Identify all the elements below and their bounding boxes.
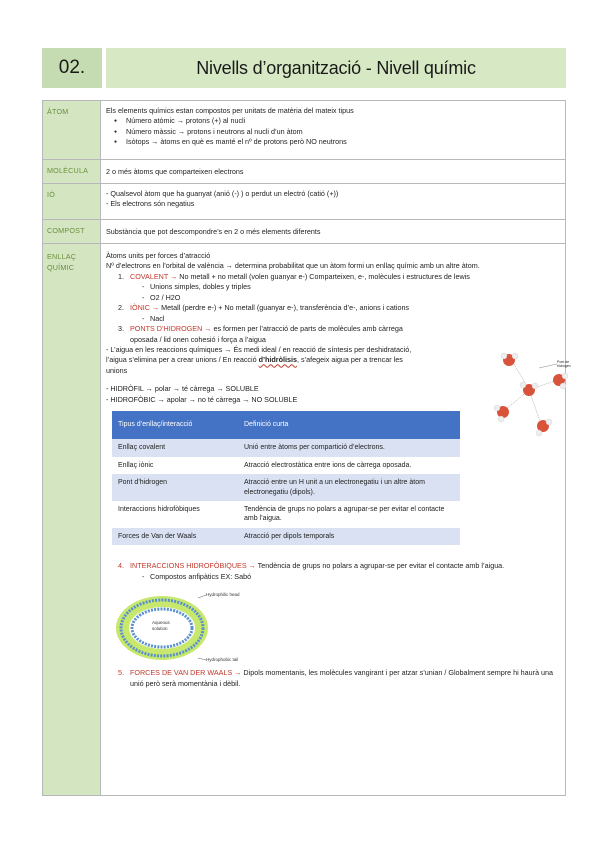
row-label: ÀTOM — [43, 101, 101, 159]
micelle-illustration — [112, 590, 262, 662]
list-item: 3. PONTS D’HIDROGEN → es formen per l’atracció de parts de molècules amb càrrega oposada / lid onen cohesió i força a l’aigua — [118, 324, 403, 344]
water-molecules-diagram — [479, 350, 579, 440]
list-item: - O2 / H2O — [106, 293, 560, 303]
list-item: ● Isòtops → àtoms en què es manté el nº de protons però NO neutrons — [106, 137, 560, 147]
row-compost — [43, 219, 565, 243]
water-label: Pont de hidrogen — [557, 360, 571, 369]
table-row: Pont d’hidrogen Atracció entre un H unit a un electronegatiu i un altre àtom electronegatiu (dipols). — [112, 474, 460, 501]
enllac-intro: Àtoms units per forces d’atracció — [106, 251, 211, 260]
notes-grid — [42, 100, 571, 796]
atom-intro: Els elements químics estan compostos per unitats de matèria del mateix tipus — [106, 106, 354, 115]
row-molecula — [43, 159, 565, 183]
compost-text: Substància que pot descompondre’s en 2 o més elements diferents — [106, 227, 321, 236]
hidrofob-text: - HIDROFÒBIC → apolar → no té càrrega → NO SOLUBLE — [106, 394, 298, 404]
micelle-diagram — [112, 590, 262, 662]
row-label: MOLÈCULA — [43, 160, 101, 183]
list-item: 4. INTERACCIONS HIDROFÒBIQUES → Tendència de grups no polars a agrupar-se per evitar el contacte amb l’aigua. — [118, 561, 505, 571]
table-row: Forces de Van der Waals Atracció per dipols temporals — [112, 528, 460, 545]
water-text: - L’aigua en les reaccions químiques → És medi ideal / en reacció de síntesis per deshidratació, l’aigua s’elimina per a crear unions / En reacció d’hidròlisis, s’afegeix aigua per a trencar les unions — [106, 344, 412, 375]
table-row: Interaccions hidrofòbiques Tendència de grups no polars a agrupar-se per evitar el contacte amb l’aigua. — [112, 501, 460, 528]
row-atom — [43, 101, 565, 159]
io-line: - Qualsevol àtom que ha guanyat (anió (-) ) o perdut un electró (catió (+)) — [106, 189, 339, 198]
row-enllac — [43, 243, 571, 795]
list-item: ● Número màssic → protons i neutrons al nucli d’un àtom — [106, 127, 560, 137]
bond-types-table — [112, 411, 460, 545]
table-header: Definició curta — [238, 411, 460, 439]
tail-label: Hydrophobic tail — [206, 657, 239, 663]
enllac-intro: Nº d’electrons en l’orbital de valència → determina probabilitat que un àtom formi un enllaç químic amb un altre àtom. — [106, 261, 480, 271]
list-item: 5. FORCES DE VAN DER WAALS → Dipols momentanis, les molècules vangirant i per atzar s’unian / Globalment sempre hi haurà una unió però serà momentània i dèbil. — [118, 668, 554, 688]
page-header — [42, 48, 566, 88]
io-line: - Els electrons són negatius — [106, 199, 195, 209]
list-item: - Unions simples, dobles y triples — [106, 282, 560, 292]
section-number: 02. — [42, 48, 102, 88]
table-row: Enllaç iònic Atracció electrostàtica entre ions de càrrega oposada. — [112, 457, 460, 474]
row-label: ENLLAÇ QUÍMIC — [43, 244, 101, 795]
molecula-text: 2 o més àtoms que comparteixen electrons — [106, 167, 244, 176]
page-title: Nivells d’organització - Nivell químic — [106, 48, 566, 88]
table-row: Enllaç covalent Unió entre àtoms per compartició d’electrons. — [112, 439, 460, 456]
hidrofil-text: - HIDRÒFIL → polar → té càrrega → SOLUBLE — [106, 384, 259, 394]
list-item: 2. IÒNIC → Metall (perdre e-) + No metall (guanyar e-), transferència d’e-, anions i cations — [118, 303, 410, 313]
list-item: 1. COVALENT → No metall + no metall (volen guanyar e-) Comparteixen, e-, molècules i estructures de lewis — [118, 271, 470, 281]
list-item: ● Número atòmic → protons (+) al nucli — [106, 116, 560, 126]
row-label: COMPOST — [43, 220, 101, 243]
aqueous-label: Aqueous — [152, 620, 170, 626]
row-io — [43, 183, 565, 219]
row-label: IÓ — [43, 184, 101, 219]
list-item: - Compostos anfipàtics EX: Sabó — [106, 572, 560, 582]
table-header: Tipus d’enllaç/interacció — [112, 411, 238, 439]
head-label: Hydrophilic head — [206, 592, 240, 598]
aqueous-label: solution — [152, 626, 168, 632]
list-item: - Nacl — [106, 314, 560, 324]
